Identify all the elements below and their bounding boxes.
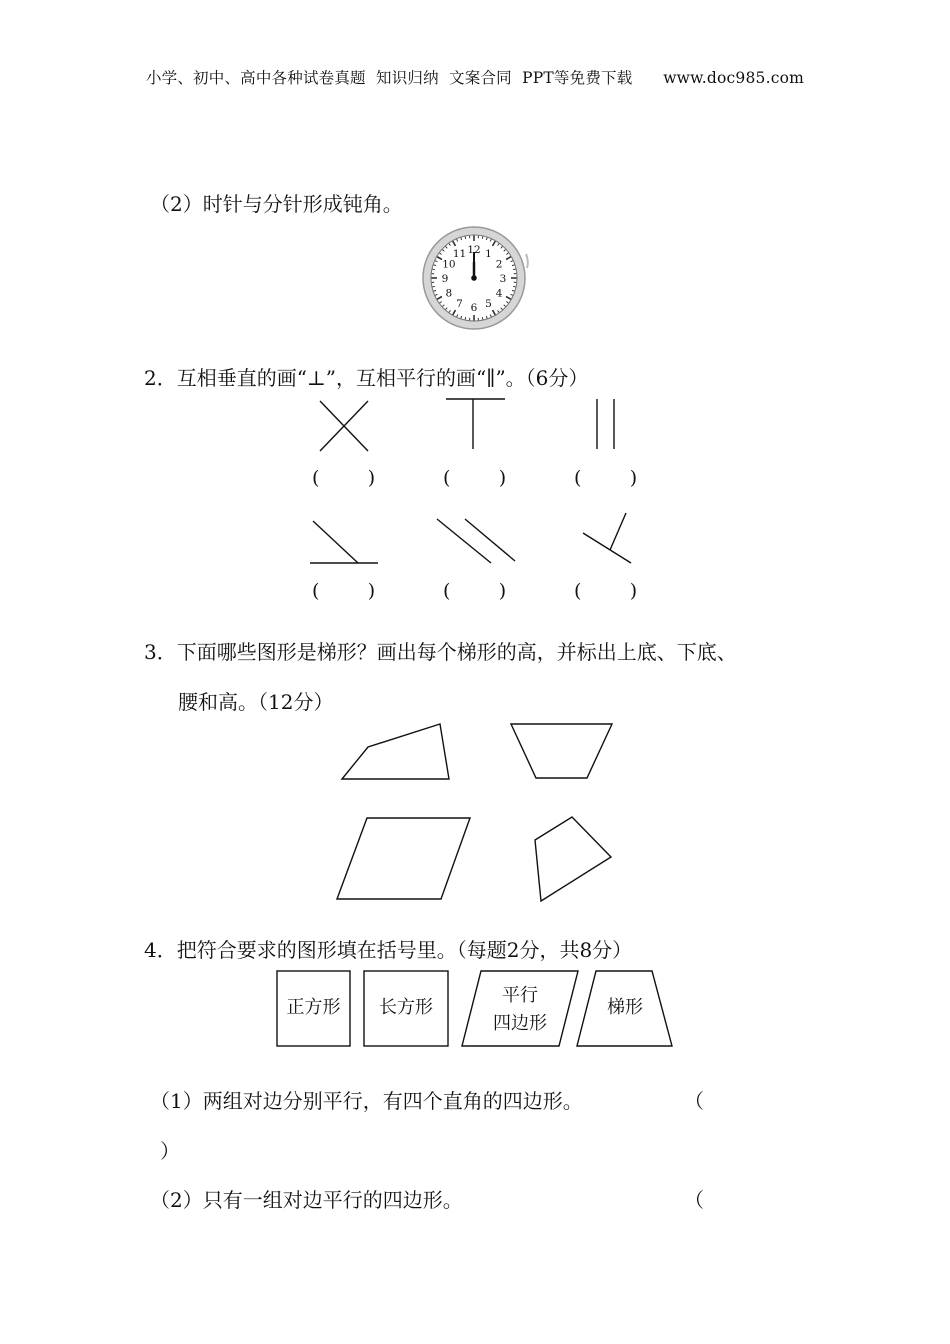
clock-number: 9 [441, 273, 449, 285]
v-shape-lines-figure [583, 513, 631, 563]
clock-number: 8 [445, 287, 453, 300]
trapezoid-shape-2 [511, 724, 612, 778]
square-label: 正方形 [286, 997, 341, 1018]
answer-blank-2d[interactable]: ( ) [312, 580, 376, 602]
question-4-item-2: （2）只有一组对边平行的四边形。 [150, 1188, 463, 1212]
parallelogram-label-line1: 平行 [502, 985, 538, 1006]
vertical-parallel-lines-figure [597, 399, 614, 449]
clock-number: 6 [470, 302, 478, 314]
answer-blank-4-1-close[interactable]: ） [160, 1139, 180, 1163]
parallelogram-label-line2: 四边形 [493, 1013, 547, 1034]
oblique-parallel-lines-figure [437, 519, 515, 563]
clock-number: 5 [485, 298, 492, 311]
question-3-title-line1: 3．下面哪些图形是梯形？画出每个梯形的高，并标出上底、下底、 [144, 640, 737, 664]
answer-blank-4-1-open[interactable]: （ [684, 1089, 704, 1113]
answer-blank-4-2-open[interactable]: （ [684, 1188, 704, 1212]
clock-number: 4 [495, 287, 503, 300]
t-shape-lines-figure [446, 399, 505, 449]
answer-blank-2f[interactable]: ( ) [574, 580, 638, 602]
crossing-lines-figure [320, 401, 368, 451]
parallelogram-shape [337, 818, 470, 899]
question-2-title: 2．互相垂直的画“⊥”，互相平行的画“∥”。（6分） [144, 366, 589, 390]
trapezoid-label: 梯形 [607, 997, 643, 1018]
clock-number: 12 [467, 244, 481, 256]
clock-number: 1 [485, 247, 492, 260]
clock-number: 2 [495, 258, 503, 271]
clock-number: 11 [452, 247, 467, 260]
rectangle-label: 长方形 [379, 997, 433, 1018]
clock-number: 3 [499, 273, 507, 285]
question-1-part-2: （2）时针与分针形成钝角。 [150, 192, 403, 216]
header-text: 小学、初中、高中各种试卷真题 知识归纳 文案合同 PPT等免费下载 [145, 69, 633, 87]
answer-blank-2b[interactable]: ( ) [443, 467, 507, 489]
answer-blank-2a[interactable]: ( ) [312, 467, 376, 489]
trapezoid-shape-1 [342, 724, 449, 779]
oblique-angle-lines-figure [310, 521, 378, 563]
question-4-item-1: （1）两组对边分别平行，有四个直角的四边形。 [150, 1089, 583, 1113]
quadrilateral-shape [535, 817, 611, 901]
question-4-title: 4．把符合要求的图形填在括号里。（每题2分，共8分） [144, 938, 633, 962]
clock-number: 10 [442, 258, 456, 271]
answer-blank-2e[interactable]: ( ) [443, 580, 507, 602]
header-url: www.doc985.com [663, 69, 805, 87]
question-3-title-line2: 腰和高。（12分） [178, 690, 334, 714]
clock-number: 7 [456, 298, 463, 311]
answer-blank-2c[interactable]: ( ) [574, 467, 638, 489]
clock-icon [423, 227, 528, 329]
